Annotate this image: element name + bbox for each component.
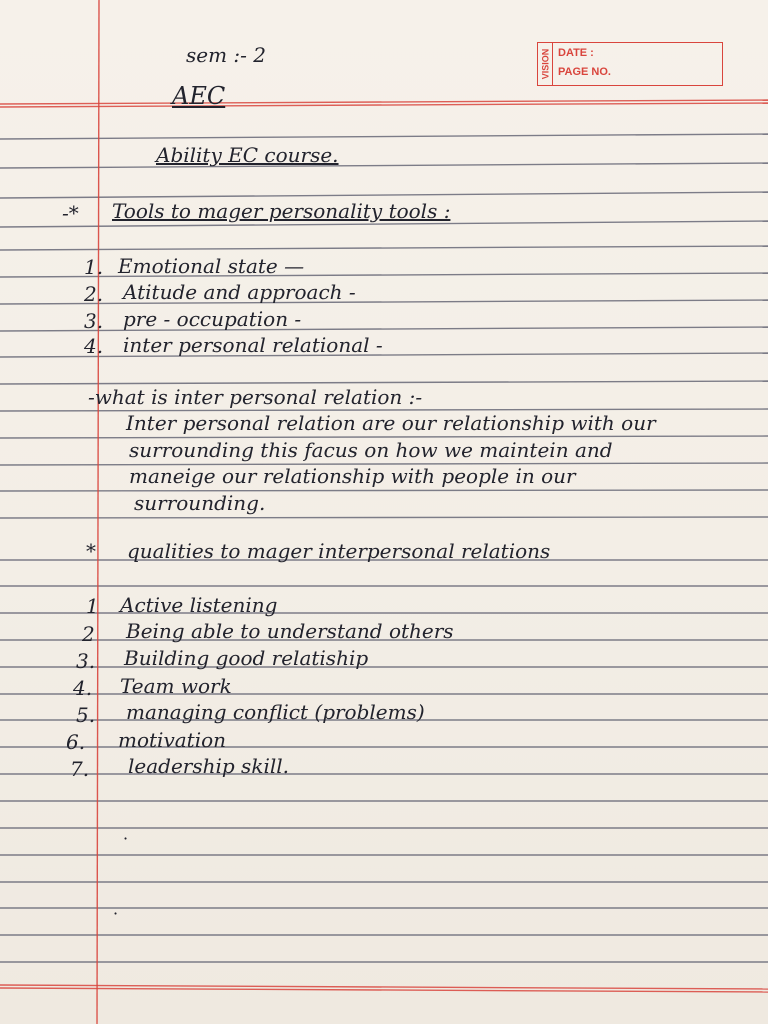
list-item-number: 2. <box>84 282 104 306</box>
rule-line <box>0 327 768 331</box>
list-item-number: 5. <box>76 703 96 727</box>
ink-dot: · <box>113 904 119 923</box>
paragraph-line: Inter personal relation are our relationship with our <box>126 411 656 435</box>
date-label: DATE : <box>558 47 594 59</box>
list-item-text: Being able to understand others <box>126 619 454 643</box>
section2-question: -what is inter personal relation :- <box>88 385 423 409</box>
list-item-number: 3. <box>76 649 96 673</box>
paragraph-line: surrounding this facus on how we maintein and <box>129 438 613 462</box>
rule-line <box>0 353 768 357</box>
list-item-number: 4. <box>84 334 104 358</box>
list-item-number: 1 <box>86 594 99 618</box>
list-item-text: Active listening <box>120 593 278 617</box>
rule-line <box>0 246 768 250</box>
list-item-text: Emotional state — <box>118 254 305 278</box>
rule-line <box>0 163 768 168</box>
date-page-box <box>537 42 723 86</box>
semester-label: sem :- 2 <box>186 43 266 67</box>
rule-line <box>0 273 768 277</box>
list-item-text: Team work <box>120 674 232 698</box>
rule-line <box>0 134 768 139</box>
rule-line <box>0 490 768 491</box>
list-item-text: managing conflict (problems) <box>126 700 425 724</box>
section3-marker: * <box>86 539 96 563</box>
section1-heading: Tools to mager personality tools : <box>112 199 451 223</box>
ink-dot: · <box>123 829 129 848</box>
list-item-text: Building good relatiship <box>124 646 369 670</box>
page-number-label: PAGE NO. <box>558 66 611 78</box>
list-item-text: pre - occupation - <box>123 307 302 331</box>
list-item-number: 7. <box>70 757 90 781</box>
brand-label: VISION <box>540 48 551 80</box>
rule-line <box>0 300 768 304</box>
list-item-text: Atitude and approach - <box>123 280 356 304</box>
section1-marker: -* <box>62 201 79 225</box>
list-item-text: inter personal relational - <box>123 333 383 357</box>
list-item-number: 3. <box>84 309 104 333</box>
section3-heading: qualities to mager interpersonal relations <box>127 539 551 563</box>
list-item-number: 1. <box>84 255 104 279</box>
list-item-number: 2 <box>82 622 95 646</box>
list-item-text: leadership skill. <box>128 754 289 778</box>
list-item-number: 4. <box>73 676 93 700</box>
rule-line <box>0 192 768 198</box>
list-item-text: motivation <box>118 728 227 752</box>
paragraph-line: surrounding. <box>134 491 266 515</box>
margin-line <box>97 0 99 1024</box>
rule-line <box>0 517 768 518</box>
brand-strip <box>538 43 553 85</box>
list-item-number: 6. <box>66 730 86 754</box>
rule-line <box>0 381 768 384</box>
page-title: Ability EC course. <box>156 143 339 167</box>
subject-code: AEC <box>172 82 226 110</box>
paragraph-line: maneige our relationship with people in our <box>129 464 576 488</box>
